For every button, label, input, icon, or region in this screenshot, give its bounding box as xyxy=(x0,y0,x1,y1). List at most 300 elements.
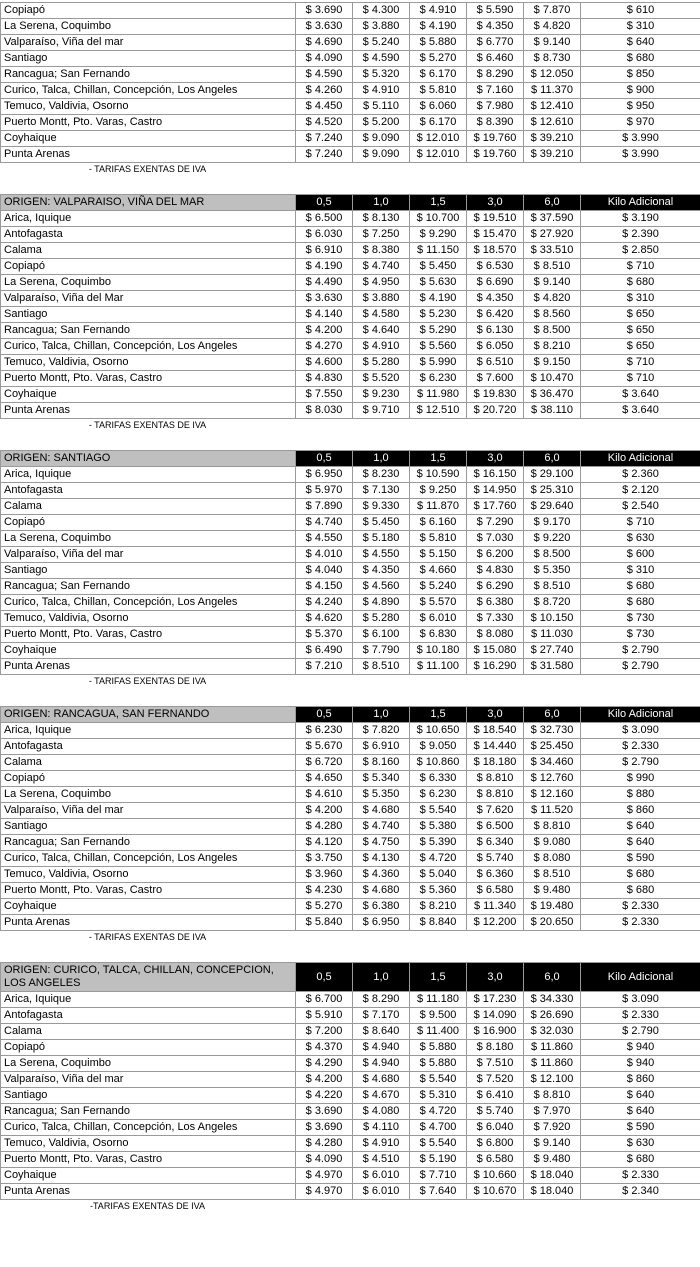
price-cell: $ 8.560 xyxy=(524,307,581,323)
price-cell: $ 3.880 xyxy=(353,291,410,307)
table-header-row xyxy=(1,451,700,467)
price-cell: $ 4.200 xyxy=(296,323,353,339)
price-cell: $ 4.200 xyxy=(296,1072,353,1088)
iva-footnote: - TARIFAS EXENTAS DE IVA xyxy=(88,164,207,174)
price-cell: $ 590 xyxy=(581,1120,700,1136)
destination-cell: Calama xyxy=(1,1024,296,1040)
price-cell: $ 7.790 xyxy=(353,643,410,659)
price-cell: $ 7.290 xyxy=(467,515,524,531)
price-cell: $ 4.590 xyxy=(353,51,410,67)
price-cell: $ 8.810 xyxy=(467,771,524,787)
price-cell: $ 6.500 xyxy=(296,211,353,227)
tariff-table xyxy=(0,2,700,163)
price-cell: $ 14.440 xyxy=(467,739,524,755)
price-cell: $ 10.650 xyxy=(410,723,467,739)
price-cell: $ 9.480 xyxy=(524,1152,581,1168)
price-cell: $ 5.740 xyxy=(467,851,524,867)
destination-cell: Santiago xyxy=(1,1088,296,1104)
price-cell: $ 4.190 xyxy=(296,259,353,275)
price-cell: $ 19.760 xyxy=(467,131,524,147)
table-row xyxy=(1,595,700,611)
price-cell: $ 19.480 xyxy=(524,899,581,915)
table-row xyxy=(1,339,700,355)
price-cell: $ 9.330 xyxy=(353,499,410,515)
weight-header-cell: 6,0 xyxy=(524,195,581,211)
price-cell: $ 880 xyxy=(581,787,700,803)
table-row xyxy=(1,755,700,771)
price-cell: $ 8.380 xyxy=(353,243,410,259)
price-cell: $ 9.710 xyxy=(353,403,410,419)
price-cell: $ 4.300 xyxy=(353,3,410,19)
price-cell: $ 9.480 xyxy=(524,883,581,899)
price-cell: $ 7.030 xyxy=(467,531,524,547)
destination-cell: Copiapó xyxy=(1,771,296,787)
price-cell: $ 4.140 xyxy=(296,307,353,323)
destination-cell: Punta Arenas xyxy=(1,1184,296,1200)
table-row xyxy=(1,115,700,131)
price-cell: $ 8.130 xyxy=(353,211,410,227)
price-cell: $ 5.910 xyxy=(296,1008,353,1024)
table-row xyxy=(1,1184,700,1200)
price-cell: $ 970 xyxy=(581,115,700,131)
price-cell: $ 5.990 xyxy=(410,355,467,371)
price-cell: $ 6.010 xyxy=(353,1184,410,1200)
price-cell: $ 6.910 xyxy=(296,243,353,259)
weight-header-cell: 1,0 xyxy=(353,451,410,467)
price-cell: $ 4.360 xyxy=(353,867,410,883)
price-cell: $ 5.810 xyxy=(410,531,467,547)
destination-cell: Antofagasta xyxy=(1,739,296,755)
price-cell: $ 4.970 xyxy=(296,1168,353,1184)
price-cell: $ 4.610 xyxy=(296,787,353,803)
price-cell: $ 25.310 xyxy=(524,483,581,499)
price-cell: $ 7.130 xyxy=(353,483,410,499)
table-row xyxy=(1,211,700,227)
price-cell: $ 4.130 xyxy=(353,851,410,867)
tariff-table xyxy=(0,194,700,419)
price-cell: $ 12.100 xyxy=(524,1072,581,1088)
price-cell: $ 5.970 xyxy=(296,483,353,499)
table-row xyxy=(1,851,700,867)
price-cell: $ 860 xyxy=(581,1072,700,1088)
price-cell: $ 4.510 xyxy=(353,1152,410,1168)
price-cell: $ 5.590 xyxy=(467,3,524,19)
origin-header-cell: ORIGEN: CURICO, TALCA, CHILLAN, CONCEPCION, LOS ANGELES xyxy=(1,963,296,992)
destination-cell: Santiago xyxy=(1,51,296,67)
table-row xyxy=(1,723,700,739)
price-cell: $ 650 xyxy=(581,323,700,339)
price-cell: $ 29.640 xyxy=(524,499,581,515)
price-cell: $ 4.830 xyxy=(296,371,353,387)
price-cell: $ 10.180 xyxy=(410,643,467,659)
price-cell: $ 4.600 xyxy=(296,355,353,371)
price-cell: $ 4.520 xyxy=(296,115,353,131)
destination-cell: Copiapó xyxy=(1,259,296,275)
price-cell: $ 6.330 xyxy=(410,771,467,787)
tariff-table-block-1 xyxy=(0,194,700,431)
destination-cell: Temuco, Valdivia, Osorno xyxy=(1,355,296,371)
price-cell: $ 3.640 xyxy=(581,387,700,403)
price-cell: $ 5.450 xyxy=(410,259,467,275)
price-cell: $ 2.540 xyxy=(581,499,700,515)
destination-cell: La Serena, Coquimbo xyxy=(1,275,296,291)
tariff-table-block-4 xyxy=(0,962,700,1212)
destination-cell: Puerto Montt, Pto. Varas, Castro xyxy=(1,1152,296,1168)
price-cell: $ 8.500 xyxy=(524,547,581,563)
price-cell: $ 2.330 xyxy=(581,899,700,915)
price-cell: $ 590 xyxy=(581,851,700,867)
price-cell: $ 6.510 xyxy=(467,355,524,371)
price-cell: $ 6.040 xyxy=(467,1120,524,1136)
destination-cell: Coyhaique xyxy=(1,1168,296,1184)
price-cell: $ 2.360 xyxy=(581,467,700,483)
table-row xyxy=(1,291,700,307)
destination-cell: Rancagua; San Fernando xyxy=(1,1104,296,1120)
weight-header-cell: 3,0 xyxy=(467,963,524,992)
price-cell: $ 12.010 xyxy=(410,131,467,147)
price-cell: $ 4.640 xyxy=(353,323,410,339)
table-row xyxy=(1,547,700,563)
price-cell: $ 11.150 xyxy=(410,243,467,259)
destination-cell: Rancagua; San Fernando xyxy=(1,835,296,851)
price-cell: $ 9.140 xyxy=(524,275,581,291)
weight-header-cell: 1,5 xyxy=(410,451,467,467)
price-cell: $ 710 xyxy=(581,515,700,531)
price-cell: $ 29.100 xyxy=(524,467,581,483)
price-cell: $ 680 xyxy=(581,51,700,67)
destination-cell: Arica, Iquique xyxy=(1,211,296,227)
price-cell: $ 8.720 xyxy=(524,595,581,611)
price-cell: $ 4.660 xyxy=(410,563,467,579)
price-cell: $ 6.340 xyxy=(467,835,524,851)
price-cell: $ 7.820 xyxy=(353,723,410,739)
price-cell: $ 12.510 xyxy=(410,403,467,419)
price-cell: $ 6.230 xyxy=(410,371,467,387)
table-row xyxy=(1,67,700,83)
table-row xyxy=(1,259,700,275)
destination-cell: Puerto Montt, Pto. Varas, Castro xyxy=(1,371,296,387)
price-cell: $ 5.880 xyxy=(410,1040,467,1056)
price-cell: $ 5.190 xyxy=(410,1152,467,1168)
price-cell: $ 6.230 xyxy=(296,723,353,739)
destination-cell: Rancagua; San Fernando xyxy=(1,323,296,339)
destination-cell: Copiapó xyxy=(1,515,296,531)
table-row xyxy=(1,515,700,531)
price-cell: $ 5.270 xyxy=(296,899,353,915)
price-cell: $ 19.760 xyxy=(467,147,524,163)
table-row xyxy=(1,883,700,899)
price-cell: $ 38.110 xyxy=(524,403,581,419)
table-row xyxy=(1,579,700,595)
price-cell: $ 4.580 xyxy=(353,307,410,323)
price-cell: $ 9.500 xyxy=(410,1008,467,1024)
table-row xyxy=(1,1168,700,1184)
price-cell: $ 5.150 xyxy=(410,547,467,563)
table-row xyxy=(1,1104,700,1120)
weight-header-cell: Kilo Adicional xyxy=(581,195,700,211)
price-cell: $ 8.810 xyxy=(524,1088,581,1104)
price-cell: $ 7.330 xyxy=(467,611,524,627)
price-cell: $ 33.510 xyxy=(524,243,581,259)
table-row xyxy=(1,51,700,67)
price-cell: $ 4.910 xyxy=(353,1136,410,1152)
table-row xyxy=(1,1056,700,1072)
price-cell: $ 2.790 xyxy=(581,755,700,771)
price-cell: $ 680 xyxy=(581,595,700,611)
price-cell: $ 9.220 xyxy=(524,531,581,547)
price-cell: $ 8.210 xyxy=(410,899,467,915)
price-cell: $ 15.080 xyxy=(467,643,524,659)
price-cell: $ 8.080 xyxy=(467,627,524,643)
table-row xyxy=(1,275,700,291)
price-cell: $ 5.740 xyxy=(467,1104,524,1120)
price-cell: $ 25.450 xyxy=(524,739,581,755)
price-cell: $ 6.380 xyxy=(467,595,524,611)
table-row xyxy=(1,3,700,19)
price-cell: $ 7.980 xyxy=(467,99,524,115)
price-cell: $ 7.600 xyxy=(467,371,524,387)
destination-cell: Curico, Talca, Chillan, Concepción, Los Angeles xyxy=(1,595,296,611)
price-cell: $ 34.460 xyxy=(524,755,581,771)
origin-header-cell: ORIGEN: RANCAGUA, SAN FERNANDO xyxy=(1,707,296,723)
price-cell: $ 310 xyxy=(581,563,700,579)
table-row xyxy=(1,531,700,547)
price-cell: $ 8.080 xyxy=(524,851,581,867)
price-cell: $ 5.570 xyxy=(410,595,467,611)
price-cell: $ 5.180 xyxy=(353,531,410,547)
destination-cell: Copiapó xyxy=(1,1040,296,1056)
price-cell: $ 8.180 xyxy=(467,1040,524,1056)
price-cell: $ 14.950 xyxy=(467,483,524,499)
table-row xyxy=(1,323,700,339)
price-cell: $ 14.090 xyxy=(467,1008,524,1024)
price-cell: $ 3.960 xyxy=(296,867,353,883)
destination-cell: Punta Arenas xyxy=(1,403,296,419)
price-cell: $ 4.240 xyxy=(296,595,353,611)
price-cell: $ 5.320 xyxy=(353,67,410,83)
price-cell: $ 17.230 xyxy=(467,992,524,1008)
price-cell: $ 4.910 xyxy=(410,3,467,19)
table-row xyxy=(1,771,700,787)
price-cell: $ 4.940 xyxy=(353,1040,410,1056)
destination-cell: Calama xyxy=(1,243,296,259)
price-cell: $ 9.230 xyxy=(353,387,410,403)
price-cell: $ 4.950 xyxy=(353,275,410,291)
price-cell: $ 900 xyxy=(581,83,700,99)
price-cell: $ 6.700 xyxy=(296,992,353,1008)
destination-cell: La Serena, Coquimbo xyxy=(1,19,296,35)
destination-cell: Coyhaique xyxy=(1,899,296,915)
price-cell: $ 10.150 xyxy=(524,611,581,627)
tariff-table xyxy=(0,706,700,931)
price-cell: $ 4.550 xyxy=(353,547,410,563)
price-cell: $ 39.210 xyxy=(524,131,581,147)
price-cell: $ 11.860 xyxy=(524,1040,581,1056)
destination-cell: Temuco, Valdivia, Osorno xyxy=(1,99,296,115)
price-cell: $ 2.330 xyxy=(581,739,700,755)
price-cell: $ 18.040 xyxy=(524,1168,581,1184)
price-cell: $ 20.650 xyxy=(524,915,581,931)
price-cell: $ 11.100 xyxy=(410,659,467,675)
price-cell: $ 5.340 xyxy=(353,771,410,787)
price-cell: $ 5.230 xyxy=(410,307,467,323)
price-cell: $ 6.830 xyxy=(410,627,467,643)
table-row xyxy=(1,1152,700,1168)
price-cell: $ 6.580 xyxy=(467,883,524,899)
price-cell: $ 8.290 xyxy=(467,67,524,83)
weight-header-cell: 3,0 xyxy=(467,451,524,467)
tariff-table-block-2 xyxy=(0,450,700,687)
price-cell: $ 6.130 xyxy=(467,323,524,339)
price-cell: $ 4.910 xyxy=(353,83,410,99)
price-cell: $ 5.350 xyxy=(524,563,581,579)
price-cell: $ 6.290 xyxy=(467,579,524,595)
table-row xyxy=(1,387,700,403)
tariff-document xyxy=(0,2,700,1212)
price-cell: $ 6.950 xyxy=(353,915,410,931)
price-cell: $ 9.090 xyxy=(353,131,410,147)
price-cell: $ 3.190 xyxy=(581,211,700,227)
price-cell: $ 6.580 xyxy=(467,1152,524,1168)
price-cell: $ 10.470 xyxy=(524,371,581,387)
price-cell: $ 7.710 xyxy=(410,1168,467,1184)
price-cell: $ 11.520 xyxy=(524,803,581,819)
price-cell: $ 20.720 xyxy=(467,403,524,419)
weight-header-cell: 1,5 xyxy=(410,195,467,211)
price-cell: $ 4.940 xyxy=(353,1056,410,1072)
price-cell: $ 6.910 xyxy=(353,739,410,755)
destination-cell: Punta Arenas xyxy=(1,915,296,931)
price-cell: $ 8.510 xyxy=(353,659,410,675)
price-cell: $ 640 xyxy=(581,35,700,51)
price-cell: $ 7.170 xyxy=(353,1008,410,1024)
price-cell: $ 27.740 xyxy=(524,643,581,659)
destination-cell: Arica, Iquique xyxy=(1,723,296,739)
price-cell: $ 7.970 xyxy=(524,1104,581,1120)
price-cell: $ 4.290 xyxy=(296,1056,353,1072)
price-cell: $ 4.370 xyxy=(296,1040,353,1056)
price-cell: $ 640 xyxy=(581,819,700,835)
price-cell: $ 6.690 xyxy=(467,275,524,291)
price-cell: $ 9.050 xyxy=(410,739,467,755)
price-cell: $ 6.380 xyxy=(353,899,410,915)
price-cell: $ 7.890 xyxy=(296,499,353,515)
price-cell: $ 4.550 xyxy=(296,531,353,547)
price-cell: $ 32.030 xyxy=(524,1024,581,1040)
price-cell: $ 4.680 xyxy=(353,803,410,819)
destination-cell: Temuco, Valdivia, Osorno xyxy=(1,611,296,627)
price-cell: $ 4.280 xyxy=(296,819,353,835)
price-cell: $ 4.150 xyxy=(296,579,353,595)
destination-cell: La Serena, Coquimbo xyxy=(1,787,296,803)
weight-header-cell: 3,0 xyxy=(467,195,524,211)
origin-header-cell: ORIGEN: VALPARAISO, VIÑA DEL MAR xyxy=(1,195,296,211)
price-cell: $ 650 xyxy=(581,307,700,323)
destination-cell: Copiapó xyxy=(1,3,296,19)
price-cell: $ 4.740 xyxy=(353,259,410,275)
price-cell: $ 7.550 xyxy=(296,387,353,403)
price-cell: $ 310 xyxy=(581,19,700,35)
weight-header-cell: 1,5 xyxy=(410,963,467,992)
price-cell: $ 6.950 xyxy=(296,467,353,483)
table-row xyxy=(1,371,700,387)
destination-cell: Valparaíso, Viña del mar xyxy=(1,35,296,51)
table-row xyxy=(1,355,700,371)
price-cell: $ 8.840 xyxy=(410,915,467,931)
price-cell: $ 5.450 xyxy=(353,515,410,531)
destination-cell: Valparaíso, Viña del mar xyxy=(1,547,296,563)
destination-cell: Valparaíso, Viña del Mar xyxy=(1,291,296,307)
price-cell: $ 3.690 xyxy=(296,1104,353,1120)
price-cell: $ 5.630 xyxy=(410,275,467,291)
price-cell: $ 5.880 xyxy=(410,35,467,51)
price-cell: $ 5.540 xyxy=(410,803,467,819)
price-cell: $ 4.110 xyxy=(353,1120,410,1136)
weight-header-cell: 1,0 xyxy=(353,963,410,992)
price-cell: $ 5.360 xyxy=(410,883,467,899)
price-cell: $ 36.470 xyxy=(524,387,581,403)
price-cell: $ 15.470 xyxy=(467,227,524,243)
price-cell: $ 16.150 xyxy=(467,467,524,483)
price-cell: $ 4.280 xyxy=(296,1136,353,1152)
destination-cell: Valparaíso, Viña del mar xyxy=(1,803,296,819)
price-cell: $ 2.330 xyxy=(581,1168,700,1184)
tariff-table-block-0 xyxy=(0,2,700,175)
price-cell: $ 4.350 xyxy=(467,291,524,307)
price-cell: $ 6.170 xyxy=(410,115,467,131)
price-cell: $ 730 xyxy=(581,627,700,643)
price-cell: $ 4.720 xyxy=(410,1104,467,1120)
weight-header-cell: 0,5 xyxy=(296,451,353,467)
weight-header-cell: 0,5 xyxy=(296,195,353,211)
price-cell: $ 5.670 xyxy=(296,739,353,755)
price-cell: $ 4.740 xyxy=(296,515,353,531)
price-cell: $ 710 xyxy=(581,259,700,275)
table-row xyxy=(1,1120,700,1136)
price-cell: $ 11.030 xyxy=(524,627,581,643)
price-cell: $ 940 xyxy=(581,1040,700,1056)
origin-header-cell: ORIGEN: SANTIAGO xyxy=(1,451,296,467)
price-cell: $ 4.750 xyxy=(353,835,410,851)
weight-header-cell: 1,5 xyxy=(410,707,467,723)
price-cell: $ 7.250 xyxy=(353,227,410,243)
table-row xyxy=(1,1040,700,1056)
weight-header-cell: 0,5 xyxy=(296,707,353,723)
price-cell: $ 3.990 xyxy=(581,131,700,147)
price-cell: $ 4.200 xyxy=(296,803,353,819)
price-cell: $ 4.190 xyxy=(410,19,467,35)
price-cell: $ 6.770 xyxy=(467,35,524,51)
table-row xyxy=(1,835,700,851)
table-row xyxy=(1,1024,700,1040)
price-cell: $ 4.220 xyxy=(296,1088,353,1104)
price-cell: $ 4.680 xyxy=(353,1072,410,1088)
price-cell: $ 4.690 xyxy=(296,35,353,51)
table-row xyxy=(1,147,700,163)
weight-header-cell: 6,0 xyxy=(524,707,581,723)
table-row xyxy=(1,627,700,643)
table-row xyxy=(1,915,700,931)
price-cell: $ 640 xyxy=(581,835,700,851)
price-cell: $ 680 xyxy=(581,579,700,595)
price-cell: $ 4.740 xyxy=(353,819,410,835)
price-cell: $ 6.500 xyxy=(467,819,524,835)
table-row xyxy=(1,243,700,259)
price-cell: $ 7.520 xyxy=(467,1072,524,1088)
price-cell: $ 5.310 xyxy=(410,1088,467,1104)
destination-cell: Curico, Talca, Chillan, Concepción, Los Angeles xyxy=(1,83,296,99)
price-cell: $ 6.100 xyxy=(353,627,410,643)
